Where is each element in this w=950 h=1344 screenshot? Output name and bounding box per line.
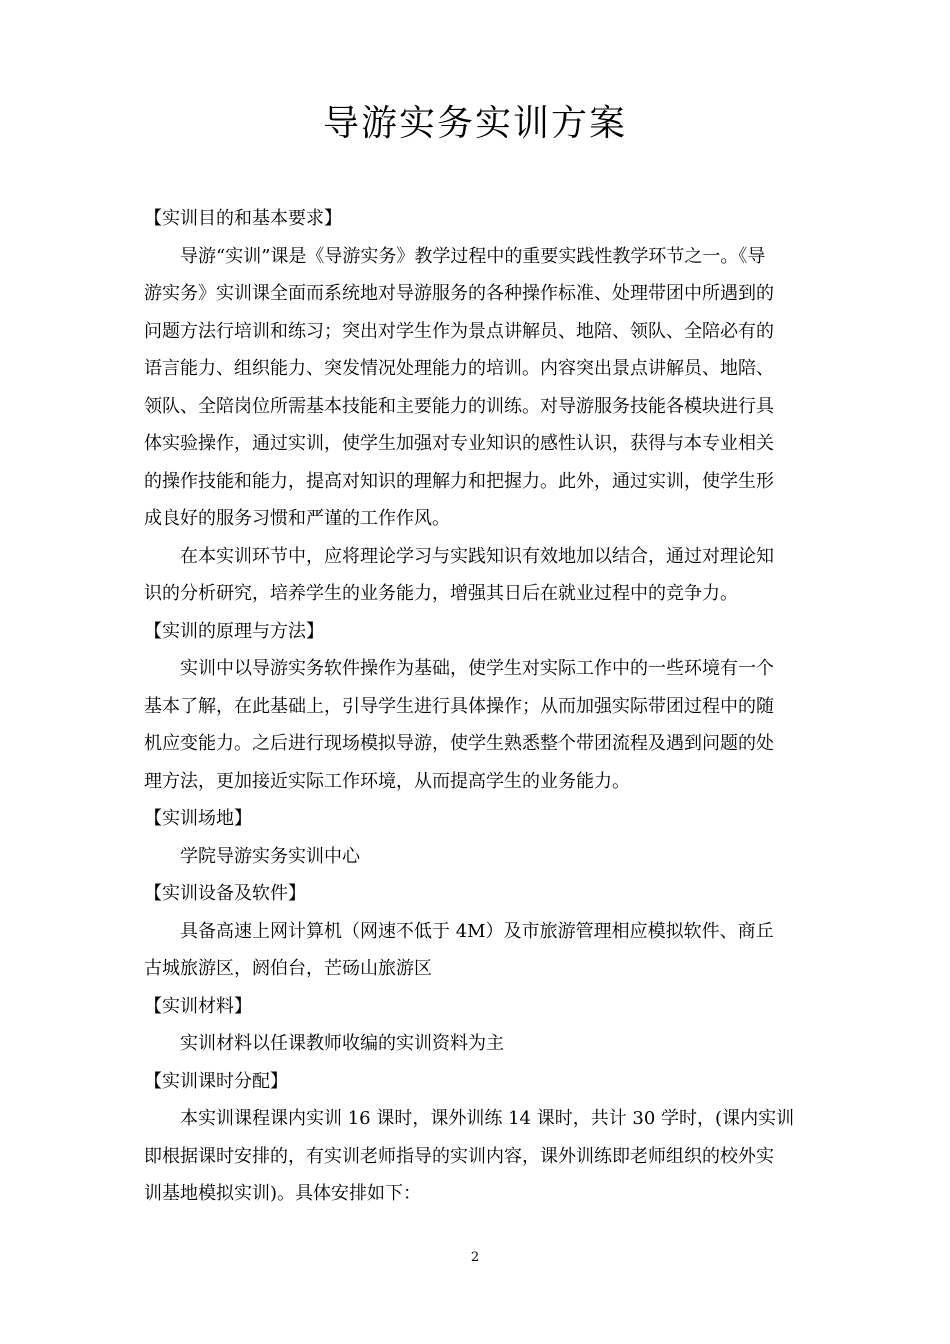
text-line: 体实验操作，通过实训，使学生加强对专业知识的感性认识，获得与本专业相关 — [144, 433, 774, 454]
text-line: 游实务》实训课全面而系统地对导游服务的各种操作标准、处理带团中所遇到的 — [144, 283, 774, 304]
section-training-objectives — [144, 200, 812, 613]
paragraph — [144, 238, 812, 538]
text-line: 理方法，更加接近实际工作环境，从而提高学生的业务能力。 — [144, 770, 630, 792]
paragraph — [144, 650, 812, 800]
text-line: 领队、全陪岗位所需基本技能和主要能力的训练。对导游服务技能各模块进行具 — [144, 395, 774, 417]
section-heading: 【实训课时分配】 — [144, 1070, 288, 1092]
text-line: 导游“实训”课是《导游实务》教学过程中的重要实践性教学环节之一。《导 — [180, 245, 766, 267]
section-training-venue — [144, 800, 812, 875]
paragraph — [144, 838, 812, 876]
text-line: 即根据课时安排的，有实训老师指导的实训内容，课外训练即老师组织的校外实 — [144, 1145, 774, 1167]
text-line: 问题方法行培训和练习；突出对学生作为景点讲解员、地陪、领队、全陪必有的 — [144, 320, 774, 342]
paragraph — [144, 1025, 812, 1063]
page-number: 2 — [470, 1250, 480, 1265]
text-line: 具备高速上网计算机（网速不低于 4M）及市旅游管理相应模拟软件、商丘 — [180, 920, 774, 942]
text-line: 古城旅游区，阏伯台，芒砀山旅游区 — [144, 958, 432, 979]
paragraph — [144, 913, 812, 988]
text-line: 训基地模拟实训)。具体安排如下： — [144, 1183, 422, 1204]
section-equipment-software — [144, 875, 812, 988]
text-line: 本实训课程课内实训 16 课时，课外训练 14 课时，共计 30 学时，(课内实训 — [180, 1108, 795, 1129]
section-principles-methods — [144, 613, 812, 801]
text-line: 基本了解，在此基础上，引导学生进行具体操作；从而加强实际带团过程中的随 — [144, 695, 774, 717]
document-body — [144, 200, 812, 1213]
section-class-hours — [144, 1063, 812, 1213]
section-heading: 【实训场地】 — [144, 808, 252, 829]
text-line: 语言能力、组织能力、突发情况处理能力的培训。内容突出景点讲解员、地陪、 — [144, 358, 774, 379]
text-line: 的操作技能和能力，提高对知识的理解力和把握力。此外，通过实训，使学生形 — [144, 470, 774, 492]
section-heading: 【实训设备及软件】 — [144, 883, 306, 904]
text-line: 实训中以导游实务软件操作为基础，使学生对实际工作中的一些环境有一个 — [180, 658, 774, 679]
paragraph — [144, 1100, 812, 1213]
paragraph — [144, 538, 812, 613]
page-title: 导游实务实训方案 — [322, 103, 627, 144]
section-training-materials — [144, 988, 812, 1063]
text-line: 实训材料以任课教师收编的实训资料为主 — [180, 1033, 504, 1054]
text-line: 学院导游实务实训中心 — [180, 845, 360, 867]
section-heading: 【实训的原理与方法】 — [144, 620, 324, 642]
section-heading: 【实训目的和基本要求】 — [144, 208, 342, 229]
section-heading: 【实训材料】 — [144, 995, 252, 1017]
text-line: 在本实训环节中，应将理论学习与实践知识有效地加以结合，通过对理论知 — [180, 545, 774, 567]
text-line: 识的分析研究，培养学生的业务能力，增强其日后在就业过程中的竞争力。 — [144, 583, 738, 604]
text-line: 成良好的服务习惯和严谨的工作作风。 — [144, 508, 450, 529]
text-line: 机应变能力。之后进行现场模拟导游，使学生熟悉整个带团流程及遇到问题的处 — [144, 733, 774, 754]
